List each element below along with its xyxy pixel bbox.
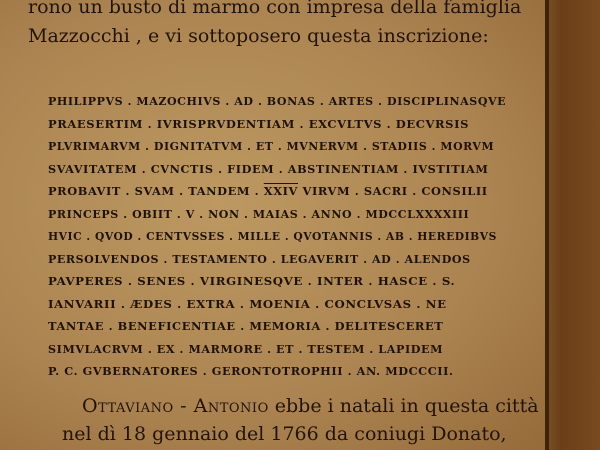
overlined-numeral: XXIV — [263, 184, 298, 198]
text-line: nel dì 18 gennaio del 1766 da coniugi Donato, — [62, 423, 507, 445]
text-fragment: ebbe i natali in questa città — [268, 395, 539, 417]
inscription-text: VIRVM . SACRI . CONSILII — [297, 184, 488, 198]
text-line: rono un busto di marmo con impresa della famiglia — [28, 0, 522, 18]
inscription-line: P. C. GVBERNATORES . GERONTOTROPHII . AN. MDCCCII. — [48, 364, 454, 378]
text-line — [82, 392, 542, 420]
text-line: Mazzocchi , e vi sottoposero questa inscrizione: — [28, 25, 489, 47]
inscription-line: HVIC . QVOD . CENTVSSES . MILLE . QVOTANNIS . AB . HEREDIBVS — [48, 229, 497, 243]
bottom-paragraph — [62, 392, 542, 450]
top-paragraph — [28, 0, 538, 49]
inscription-line: PRAESERTIM . IVRISPRVDENTIAM . EXCVLTVS . DECVRSIS — [48, 116, 469, 131]
inscription-line: PERSOLVENDOS . TESTAMENTO . LEGAVERIT . AD . ALENDOS — [48, 251, 471, 266]
inscription-line: SVAVITATEM . CVNCTIS . FIDEM . ABSTINENTIAM . IVSTITIAM — [48, 161, 489, 176]
inscription-line: TANTAE . BENEFICENTIAE . MEMORIA . DELITESCERET — [48, 319, 444, 333]
inscription-text: PROBAVIT . SVAM . TANDEM . — [48, 184, 264, 198]
person-name: Ottaviano - Antonio — [82, 395, 269, 417]
inscription-line: SIMVLACRVM . EX . MARMORE . ET . TESTEM . LAPIDEM — [48, 341, 444, 356]
inscription-line: PHILIPPVS . MAZOCHIVS . AD . BONAS . ARTES . DISCIPLINASQVE — [48, 94, 507, 108]
inscription-line: PRINCEPS . OBIIT . V . NON . MAIAS . ANNO . MDCCLXXXXIII — [48, 206, 470, 221]
inscription-line: PLVRIMARVM . DIGNITATVM . ET . MVNERVM . STADIIS . MORVM — [48, 139, 495, 153]
inscription-line-probavit — [48, 180, 533, 203]
inscription-line: IANVARII . ÆDES . EXTRA . MOENIA . CONCLVSAS . NE — [48, 296, 447, 311]
page-edge — [545, 0, 600, 450]
latin-inscription — [48, 90, 538, 383]
inscription-line: PAVPERES . SENES . VIRGINESQVE . INTER . HASCE . S. — [48, 274, 456, 288]
